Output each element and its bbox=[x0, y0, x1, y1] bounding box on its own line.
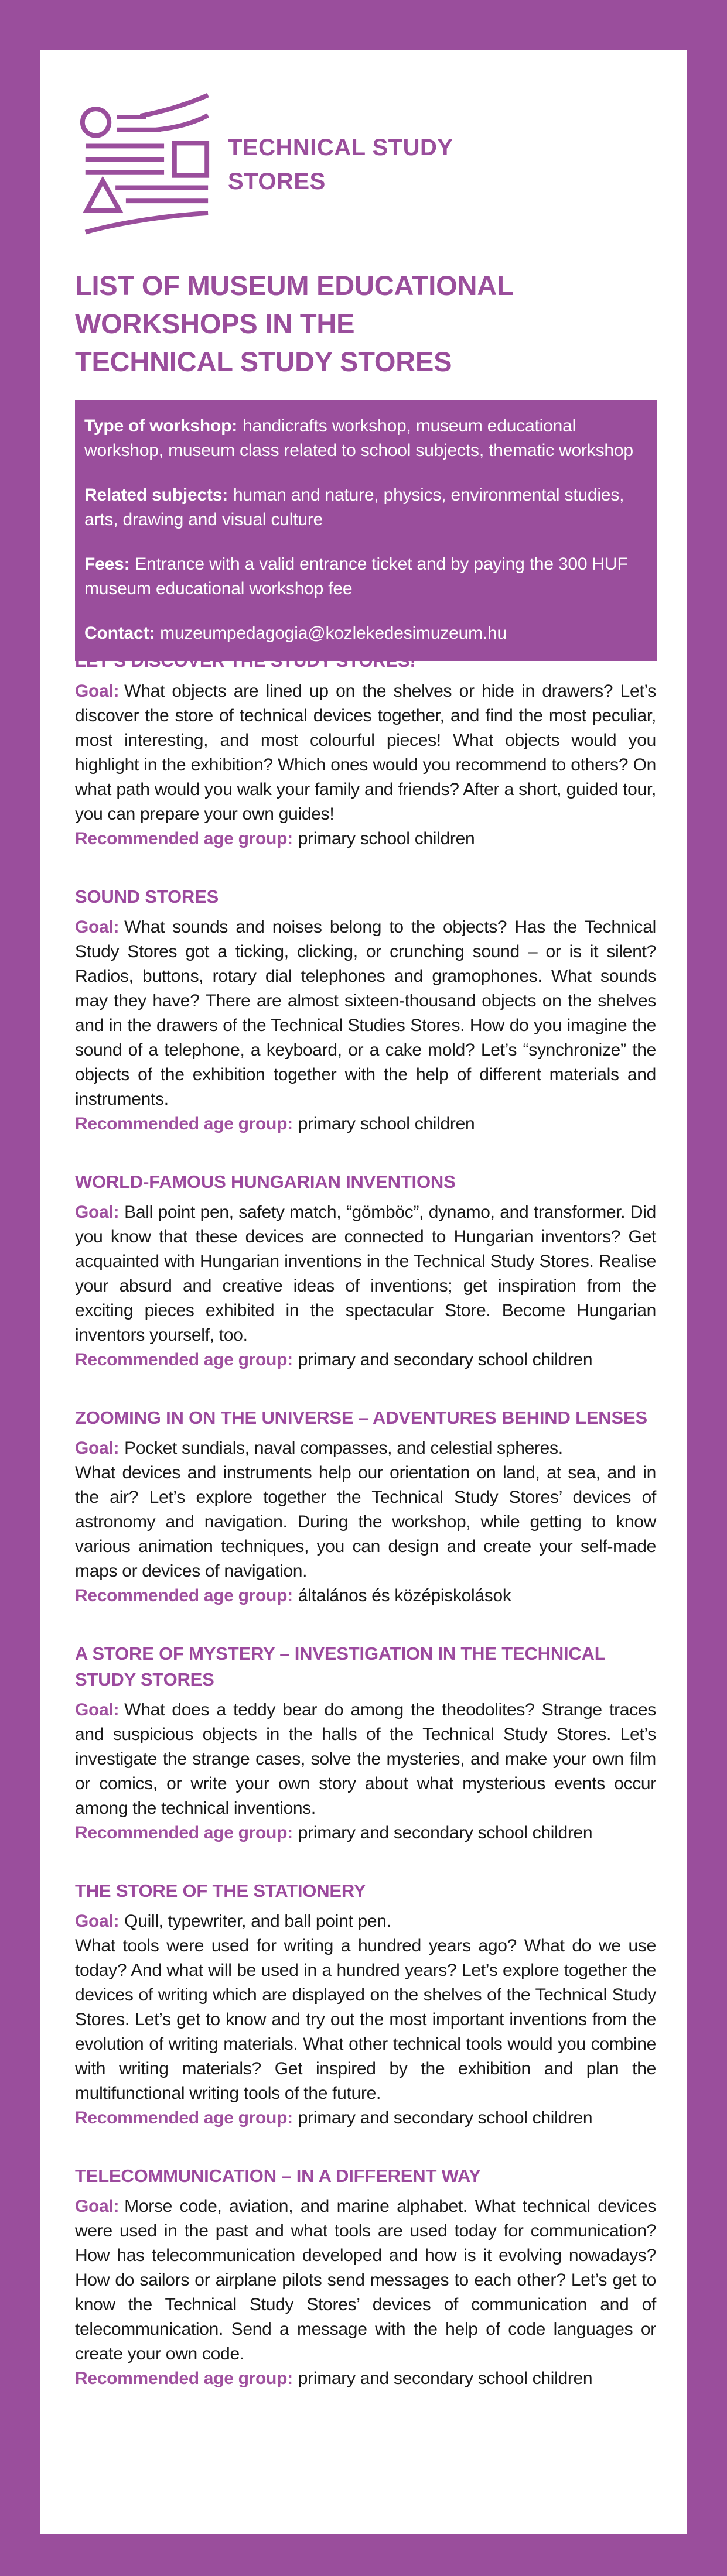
info-value-fees: Entrance with a valid entrance ticket and by paying the 300 HUF museum educational workshop fee bbox=[84, 554, 628, 598]
age-label: Recommended age group: bbox=[75, 2108, 293, 2128]
goal-label: Goal: bbox=[75, 681, 120, 701]
workshop-section-sound-stores bbox=[75, 884, 656, 1136]
logo-wordmark bbox=[228, 131, 453, 198]
page-title-line1: LIST OF MUSEUM EDUCATIONAL bbox=[75, 270, 514, 301]
goal-label: Goal: bbox=[75, 1700, 120, 1719]
goal-text: Quill, typewriter, and ball point pen. bbox=[124, 1912, 391, 1931]
info-label-fees: Fees: bbox=[84, 554, 130, 574]
section-heading: SOUND STORES bbox=[75, 886, 219, 907]
workshop-info-box bbox=[75, 400, 657, 661]
goal-text-2: What devices and instruments help our orientation on land, at sea, and in the air? Let’s explore together the Technical Study Stores’ devices of astronomy and navigation. During the workshop, while getting to know various animation techniques, you can design and create your self-made maps or devices of navigation. bbox=[75, 1463, 656, 1581]
goal-paragraph bbox=[75, 1698, 656, 1821]
logo bbox=[75, 93, 656, 236]
age-paragraph bbox=[75, 1348, 656, 1372]
age-paragraph bbox=[75, 827, 656, 851]
goal-text: What does a teddy bear do among the theodolites? Strange traces and suspicious objects in the halls of the Technical Study Stores. Let’s investigate the strange cases, solve the mysteries, and make your own film or comics, or write your own story about what mysterious events occur among the technical inventions. bbox=[75, 1700, 656, 1818]
goal-paragraph bbox=[75, 1200, 656, 1348]
age-text: primary and secondary school children bbox=[298, 1823, 593, 1842]
goal-paragraph bbox=[75, 2194, 656, 2366]
logo-wordmark-line1: TECHNICAL STUDY bbox=[228, 134, 453, 160]
age-label: Recommended age group: bbox=[75, 1350, 293, 1369]
goal-label: Goal: bbox=[75, 917, 120, 937]
age-label: Recommended age group: bbox=[75, 2369, 293, 2388]
goal-text-2: What tools were used for writing a hundred years ago? What do we use today? And what will be used in a hundred years? Let’s explore together the devices of writing which are displayed on the shelves of the Technical Study Stores. Let’s get to know and try out the most important inventions from the evolution of writing materials. What other technical tools would you combine with writing materials? Get inspired by the exhibition and plan the multifunctional writing tools of the future. bbox=[75, 1936, 656, 2103]
age-label: Recommended age group: bbox=[75, 1586, 293, 1605]
goal-text: Pocket sundials, naval compasses, and celestial spheres. bbox=[124, 1438, 563, 1458]
technical-study-stores-logo-icon bbox=[75, 93, 214, 236]
info-label-type: Type of workshop: bbox=[84, 416, 238, 436]
goal-paragraph bbox=[75, 1909, 656, 1934]
age-text: általános és középiskolások bbox=[298, 1586, 511, 1605]
goal-paragraph-2 bbox=[75, 1461, 656, 1584]
workshop-section-discover bbox=[75, 648, 656, 851]
goal-label: Goal: bbox=[75, 1438, 120, 1458]
section-heading: ZOOMING IN ON THE UNIVERSE – ADVENTURES BEHIND LENSES bbox=[75, 1407, 647, 1428]
page-title-line3: TECHNICAL STUDY STORES bbox=[75, 346, 452, 377]
goal-label: Goal: bbox=[75, 1912, 120, 1931]
page-title bbox=[75, 266, 656, 381]
age-text: primary and secondary school children bbox=[298, 1350, 593, 1369]
info-item-fees bbox=[84, 552, 643, 601]
info-item-related-subjects bbox=[84, 483, 643, 532]
age-paragraph bbox=[75, 1821, 656, 1845]
age-text: primary and secondary school children bbox=[298, 2108, 593, 2128]
workshop-section-telecommunication bbox=[75, 2163, 656, 2391]
goal-label: Goal: bbox=[75, 2197, 120, 2216]
age-paragraph bbox=[75, 2106, 656, 2130]
logo-wordmark-line2: STORES bbox=[228, 168, 326, 194]
goal-text: What objects are lined up on the shelves or hide in drawers? Let’s discover the store of technical devices together, and find the most peculiar, most interesting, and most colourful pieces! What objects would you highlight in the exhibition? Which ones would you recommend to others? On what path would you walk your family and friends? After a short, guided tour, you can prepare your own guides! bbox=[75, 681, 656, 824]
workshop-section-store-of-mystery bbox=[75, 1641, 656, 1845]
goal-paragraph bbox=[75, 1436, 656, 1461]
goal-label: Goal: bbox=[75, 1203, 120, 1222]
info-label-contact: Contact: bbox=[84, 624, 155, 643]
age-text: primary and secondary school children bbox=[298, 2369, 593, 2388]
info-item-contact bbox=[84, 621, 643, 646]
goal-text: What sounds and noises belong to the objects? Has the Technical Study Stores got a ticking, clicking, or crunching sound – or is it silent? Radios, buttons, rotary dial telephones and gramophones. What sounds may they have? There are almost sixteen-thousand objects on the shelves and in the drawers of the Technical Studies Stores. How do you imagine the sound of a telephone, a keyboard, or a cake mold? Let’s “synchronize” the objects of the exhibition together with the help of different materials and instruments. bbox=[75, 917, 656, 1109]
page-title-line2: WORKSHOPS IN THE bbox=[75, 308, 355, 339]
section-heading: A STORE OF MYSTERY – INVESTIGATION IN THE TECHNICAL STUDY STORES bbox=[75, 1643, 605, 1690]
goal-text: Morse code, aviation, and marine alphabet. What technical devices were used in the past and what tools are used today for communication? How has telecommunication developed and how is it evolving nowadays? How do sailors or airplane pilots send messages to each other? Let’s get to know the Technical Study Stores’ devices of communication and of telecommunication. Send a message with the help of code languages or create your own code. bbox=[75, 2197, 656, 2363]
age-text: primary school children bbox=[298, 1114, 475, 1133]
goal-paragraph-2 bbox=[75, 1934, 656, 2106]
info-value-subjects: human and nature, physics, environmental studies, arts, drawing and visual culture bbox=[84, 485, 624, 529]
info-value-type: handicrafts workshop, museum educational workshop, museum class related to school subjects, thematic workshop bbox=[84, 416, 633, 460]
age-label: Recommended age group: bbox=[75, 829, 293, 848]
workshop-section-zooming-universe bbox=[75, 1405, 656, 1608]
workshop-section-hungarian-inventions bbox=[75, 1169, 656, 1372]
age-label: Recommended age group: bbox=[75, 1823, 293, 1842]
section-heading: TELECOMMUNICATION – IN A DIFFERENT WAY bbox=[75, 2166, 481, 2186]
section-heading: WORLD-FAMOUS HUNGARIAN INVENTIONS bbox=[75, 1171, 456, 1192]
age-label: Recommended age group: bbox=[75, 1114, 293, 1133]
goal-text: Ball point pen, safety match, “gömböc”, dynamo, and transformer. Did you know that these devices are connected to Hungarian inventors? Get acquainted with Hungarian inventions in the Technical Study Stores. Realise your absurd and creative ideas of inventions; get inspiration from the exciting pieces exhibited in the spectacular Store. Become Hungarian inventors yourself, too. bbox=[75, 1203, 656, 1345]
age-paragraph bbox=[75, 1584, 656, 1608]
goal-paragraph bbox=[75, 915, 656, 1112]
age-paragraph bbox=[75, 2366, 656, 2391]
goal-paragraph bbox=[75, 679, 656, 827]
age-paragraph bbox=[75, 1112, 656, 1136]
section-heading: THE STORE OF THE STATIONERY bbox=[75, 1880, 366, 1901]
contact-email: muzeumpedagogia@kozlekedesimuzeum.hu bbox=[160, 624, 507, 643]
workshop-section-stationery bbox=[75, 1878, 656, 2130]
info-label-subjects: Related subjects: bbox=[84, 485, 228, 505]
page-content bbox=[40, 93, 687, 2391]
age-text: primary school children bbox=[298, 829, 475, 848]
info-item-type-of-workshop bbox=[84, 414, 643, 463]
